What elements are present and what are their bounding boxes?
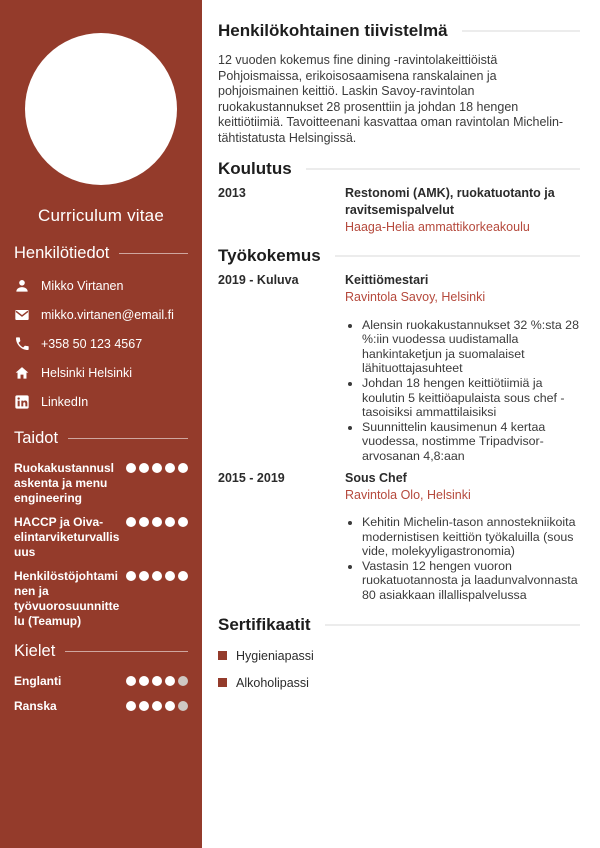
rating-dot <box>139 676 149 686</box>
education-heading-label: Koulutus <box>218 158 292 178</box>
rating-dot <box>139 571 149 581</box>
rating-dot <box>152 701 162 711</box>
heading-rule <box>325 624 580 626</box>
heading-rule <box>306 168 580 170</box>
language-item-label: Englanti <box>14 674 62 688</box>
heading-rule <box>65 651 188 652</box>
experience-entries <box>218 272 580 603</box>
rating-dot <box>139 701 149 711</box>
certificate-list <box>218 649 580 690</box>
experience-entry <box>218 272 580 463</box>
contact-list <box>14 278 188 410</box>
rating-dot <box>178 571 188 581</box>
entry-company: Ravintola Savoy, Helsinki <box>345 290 486 305</box>
skills-section-heading <box>14 428 188 449</box>
rating-dots <box>126 517 188 527</box>
skill-item-label: HACCP ja Oiva-elintarviketurvallisuus <box>14 515 120 559</box>
profile-photo-placeholder <box>25 33 177 185</box>
certificates-heading-label: Sertifikaatit <box>218 614 311 634</box>
rating-dots <box>126 701 188 711</box>
sidebar <box>0 0 202 848</box>
rating-dot <box>126 463 136 473</box>
rating-dot <box>165 517 175 527</box>
rating-dots <box>126 571 188 581</box>
home-icon <box>14 365 30 381</box>
education-entries <box>218 185 580 235</box>
education-heading <box>218 159 580 179</box>
contact-text: Mikko Virtanen <box>41 279 124 293</box>
rating-dot <box>126 701 136 711</box>
rating-dot <box>152 571 162 581</box>
contact-text: Helsinki Helsinki <box>41 366 132 380</box>
entry-role: Sous Chef <box>345 470 407 485</box>
entry-body <box>345 185 580 235</box>
heading-rule <box>462 30 580 32</box>
rating-dot <box>165 701 175 711</box>
rating-dot <box>178 676 188 686</box>
rating-dot <box>126 517 136 527</box>
contact-item-phone <box>14 336 188 352</box>
experience-heading <box>218 246 580 266</box>
cv-title: Curriculum vitae <box>37 206 164 225</box>
contact-text: +358 50 123 4567 <box>41 337 143 351</box>
summary-text: 12 vuoden kokemus fine dining -ravintolakeittiöistä Pohjoismaissa, erikoisosaamisena ranskalainen ja pohjoismainen keittiö. Laskin Savoy-ravintolan ruokakustannukset 28 prosenttiin ja johdan 18 hengen keittiötiimiä. Tavoitteenani kasvattaa oman ravintolan Michelin-tähtistatusta Helsingissä. <box>218 53 564 145</box>
email-icon <box>14 307 30 323</box>
experience-bullet: • Kehitin Michelin-tason annostekniikoita modernistisen keittiön työkaluilla (sous vide, molekyyligastronomia) <box>362 515 580 559</box>
certificate-label: Hygieniapassi <box>236 648 314 663</box>
entry-period: 2019 - Kuluva <box>218 273 299 288</box>
rating-dot <box>178 701 188 711</box>
entry-role: Keittiömestari <box>345 273 429 288</box>
rating-dot <box>139 463 149 473</box>
cv-main <box>202 0 600 848</box>
contact-item-linkedin <box>14 394 188 410</box>
phone-icon <box>14 336 30 352</box>
contact-text: mikko.virtanen@email.fi <box>41 308 174 322</box>
certificate-bullet-square <box>218 651 227 660</box>
certificates-heading <box>218 615 580 635</box>
summary-heading <box>218 21 580 41</box>
certificates-section <box>218 615 580 690</box>
experience-section <box>218 246 580 603</box>
linkedin-icon <box>14 394 30 410</box>
entry-period: 2015 - 2019 <box>218 470 285 485</box>
languages-section-heading <box>14 641 188 662</box>
language-list <box>14 674 188 714</box>
skills-heading-label: Taidot <box>14 429 59 447</box>
entry-bullets <box>362 318 580 464</box>
contact-heading-label: Henkilötiedot <box>14 244 110 262</box>
rating-dot <box>126 571 136 581</box>
entry-degree: Restonomi (AMK), ruokatuotanto ja ravitsemispalvelut <box>345 185 555 217</box>
heading-rule <box>68 438 188 439</box>
summary-section <box>218 21 580 147</box>
entry-body <box>345 470 580 603</box>
skill-item <box>14 515 188 560</box>
rating-dot <box>152 517 162 527</box>
skill-item <box>14 569 188 629</box>
rating-dot <box>152 463 162 473</box>
entry-body <box>345 272 580 463</box>
experience-entry <box>218 470 580 603</box>
heading-rule <box>119 253 188 254</box>
contact-item-email <box>14 307 188 323</box>
entry-school: Haaga-Helia ammattikorkeakoulu <box>345 219 530 234</box>
language-item-label: Ranska <box>14 699 57 713</box>
language-item <box>14 699 188 714</box>
skill-item-label: Ruokakustannuslaskenta ja menu engineering <box>14 461 115 505</box>
education-section <box>218 159 580 235</box>
language-item <box>14 674 188 689</box>
rating-dot <box>178 463 188 473</box>
skill-item-label: Henkilöstöjohtaminen ja työvuorosuunnittelu (Teamup) <box>14 569 120 628</box>
experience-bullet: • Vastasin 12 hengen vuoron ruokatuotannosta ja laadunvalvonnasta 80 asiakkaan illallispalvelussa <box>362 559 580 603</box>
skill-item <box>14 461 188 506</box>
entry-bullets <box>362 515 580 603</box>
languages-heading-label: Kielet <box>14 642 56 660</box>
certificate-item <box>218 676 580 690</box>
entry-period: 2013 <box>218 185 246 200</box>
heading-rule <box>335 255 580 257</box>
experience-heading-label: Työkokemus <box>218 246 321 266</box>
contact-text: LinkedIn <box>41 395 89 409</box>
rating-dot <box>139 517 149 527</box>
rating-dot <box>165 463 175 473</box>
contact-section-heading <box>14 243 188 264</box>
rating-dot <box>126 676 136 686</box>
summary-heading-label: Henkilökohtainen tiivistelmä <box>218 21 448 40</box>
rating-dot <box>165 571 175 581</box>
contact-item-person <box>14 278 188 294</box>
rating-dot <box>178 517 188 527</box>
person-icon <box>14 278 30 294</box>
entry-company: Ravintola Olo, Helsinki <box>345 487 471 502</box>
certificate-bullet-square <box>218 678 227 687</box>
experience-bullet: • Johdan 18 hengen keittiötiimiä ja koulutin 5 keittiöapulaista sous chef -tasoisiksi ammattilaisiksi <box>362 376 580 420</box>
experience-bullet: • Suunnittelin kausimenun 4 kertaa vuodessa, nostimme Tripadvisor-arvosanan 4,8:aan <box>362 420 580 464</box>
experience-bullet: • Alensin ruokakustannukset 32 %:sta 28 %:iin vuodessa uudistamalla hankintaketjun ja suomalaiset lähituottajasuhteet <box>362 318 580 376</box>
contact-item-home <box>14 365 188 381</box>
rating-dots <box>126 676 188 686</box>
skill-list <box>14 461 188 629</box>
education-entry <box>218 185 580 235</box>
certificate-item <box>218 649 580 663</box>
certificate-label: Alkoholipassi <box>236 675 309 690</box>
rating-dots <box>126 463 188 473</box>
rating-dot <box>152 676 162 686</box>
rating-dot <box>165 676 175 686</box>
